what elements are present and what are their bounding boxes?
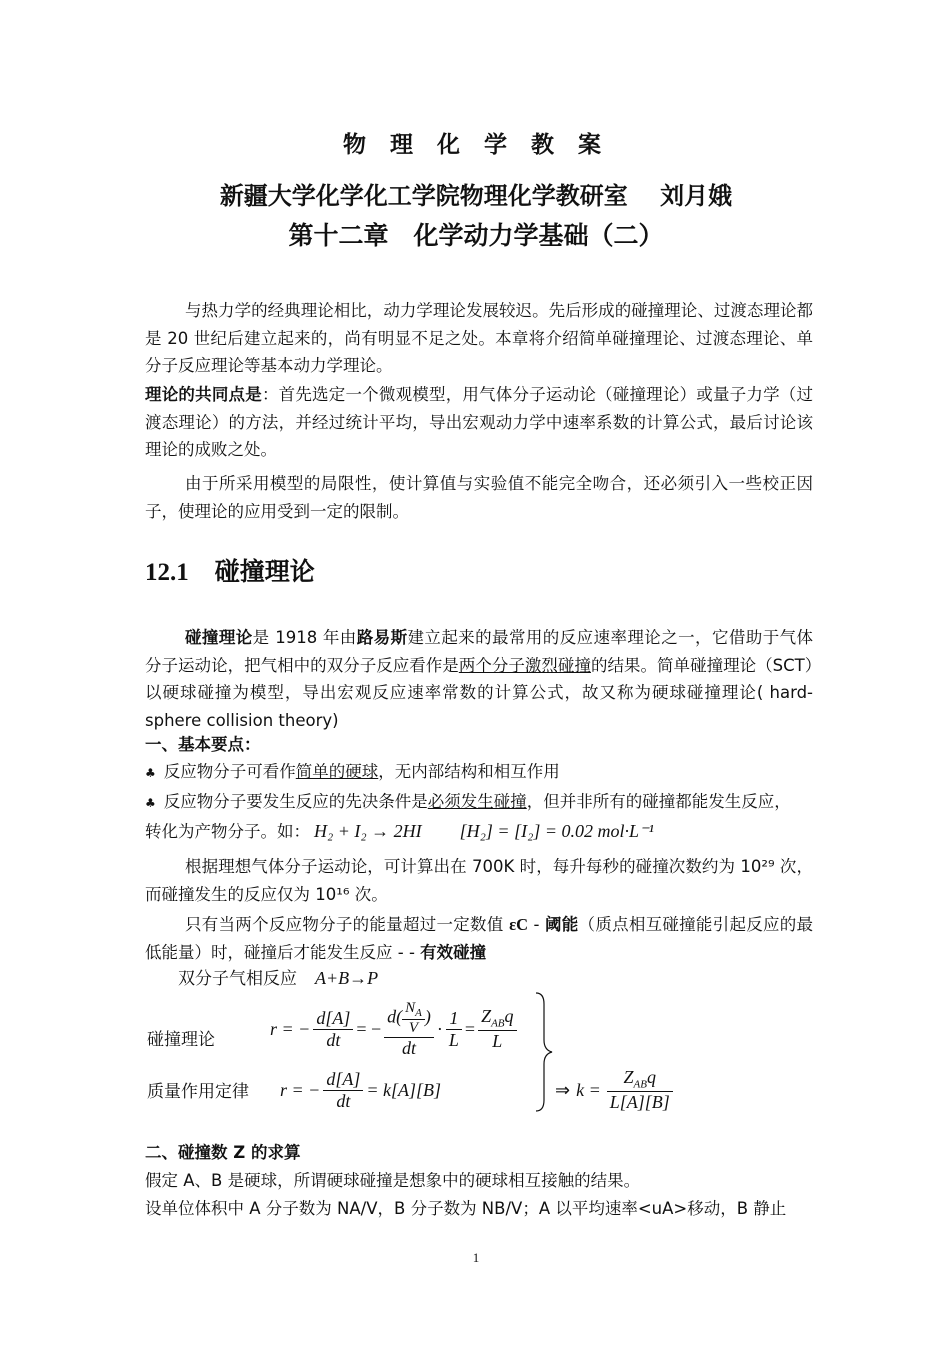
- term-threshold-energy: 阈能: [545, 915, 579, 934]
- concentration-equation: [H₂] = [I₂] = 0.02 mol·L⁻¹: [459, 821, 654, 841]
- collision-paragraph-3: [145, 911, 813, 966]
- common-point-label: 理论的共同点是: [145, 385, 262, 404]
- collision-paragraph-1: [145, 624, 813, 734]
- underlined-phrase: 必须发生碰撞: [427, 792, 527, 811]
- underlined-phrase: 两个分子激烈碰撞: [458, 655, 591, 675]
- heading-basic-points: 一、基本要点：: [145, 735, 261, 754]
- text-segment: -: [528, 915, 546, 934]
- intro-paragraph-3: 由于所采用模型的局限性，使计算值与实验值不能完全吻合，还必须引入一些校正因子，使理论的应用受到一定的限制。: [145, 474, 813, 521]
- club-bullet-icon: ♣: [145, 796, 156, 810]
- section-title: 碰撞理论: [214, 557, 315, 586]
- term-effective-collision: 有效碰撞: [420, 942, 487, 962]
- collision-paragraph-5: 设单位体积中 A 分子数为 NA/V，B 分子数为 NB/V；A 以平均速率<uA>移动，B 静止: [145, 1199, 787, 1218]
- intro-paragraph-1: 与热力学的经典理论相比，动力学理论发展较迟。先后形成的碰撞理论、过渡态理论都是 20 世纪后建立起来的，尚有明显不足之处。本章将介绍简单碰撞理论、过渡态理论、单分子反应理论等基本动力学理论。: [145, 301, 813, 375]
- text-segment: 建立起来的最常用的反应速率理论之一，它借助于气体分子运动论，把气相中的双分子反应看作是: [145, 628, 814, 675]
- text-segment: 反应物分子可看作: [163, 762, 296, 781]
- text-segment: ，无内部结构和相互作用: [378, 762, 560, 781]
- text-segment: 反应物分子要发生反应的先决条件是: [163, 792, 428, 811]
- term-lewis: 路易斯: [356, 628, 408, 647]
- club-bullet-icon: ♣: [145, 766, 156, 780]
- section-number: 12.1: [145, 559, 189, 586]
- mass-action-equation: r = − $\frac{d[A]}{dt}$ = k[A][B]: [280, 1068, 441, 1111]
- chapter-title: 第十二章 化学动力学基础（二）: [288, 221, 664, 250]
- row-label-mass-action: 质量作用定律: [147, 1082, 249, 1101]
- collision-paragraph-4: 假定 A、B 是硬球，所谓硬球碰撞是想象中的硬球相互接触的结果。: [145, 1171, 641, 1190]
- intro-paragraph-2: [145, 381, 813, 464]
- bullet-point-2: [145, 788, 791, 817]
- heading-collision-number: 二、碰撞数 Z 的求算: [145, 1143, 301, 1162]
- text-segment: 转化为产物分子。如：: [145, 822, 310, 841]
- threshold-energy-symbol: εC: [509, 915, 529, 934]
- bimolecular-label: 双分子气相反应: [178, 969, 297, 988]
- bullet-point-1: [145, 758, 560, 787]
- rate-constant-result: ⇒ k = $\frac{Z_{AB}q}{L[A][B]}$: [555, 1065, 673, 1115]
- collision-paragraph-2: 根据理想气体分子运动论，可计算出在 700K 时，每升每秒的碰撞次数约为 10²⁹ 次，而碰撞发生的反应仅为 10¹⁶ 次。: [145, 857, 813, 904]
- document-title: 物 理 化 学 教 案: [342, 132, 610, 158]
- row-label-collision-theory: 碰撞理论: [147, 1030, 215, 1049]
- author-line: 新疆大学化学化工学院物理化学教研室 刘月娥: [219, 182, 733, 210]
- text-segment: （质点相互碰撞能引起反应的最低能量）时，碰撞后才能发生反应 - -: [145, 915, 813, 962]
- collision-rate-equation: r = − $\frac{d[A]}{dt}$ = − d( $\frac{N_A}{V}$ ) dt · $\frac{1}{L}$ = $\frac{Z_{AB}q}{L}$: [270, 994, 520, 1064]
- section-heading: [145, 552, 315, 588]
- text-segment: 是 1918 年由: [252, 628, 357, 647]
- page-number: 1: [472, 1250, 480, 1265]
- text-segment: 的结果。简单碰撞理论（SCT）以硬球碰撞为模型，导出宏观反应速率常数的计算公式，故又称为硬球碰撞理论( hard-sphere collision theory): [145, 655, 813, 730]
- text-segment: 只有当两个反应物分子的能量超过一定数值: [185, 915, 510, 934]
- bimolecular-reaction-line: [178, 964, 378, 989]
- common-point-text: ：首先选定一个微观模型，用气体分子运动论（碰撞理论）或量子力学（过渡态理论）的方法，并经过统计平均，导出宏观动力学中速率系数的计算公式，最后讨论该理论的成败之处。: [145, 385, 814, 459]
- bullet-point-2-continuation: [145, 818, 654, 845]
- reaction-equation: H₂ + I₂ → 2HI: [314, 821, 422, 841]
- text-segment: ，但并非所有的碰撞都能发生反应，: [526, 792, 791, 811]
- term-collision-theory: 碰撞理论: [185, 628, 253, 647]
- bimolecular-equation: A+B→P: [315, 968, 379, 988]
- underlined-phrase: 简单的硬球: [295, 762, 379, 781]
